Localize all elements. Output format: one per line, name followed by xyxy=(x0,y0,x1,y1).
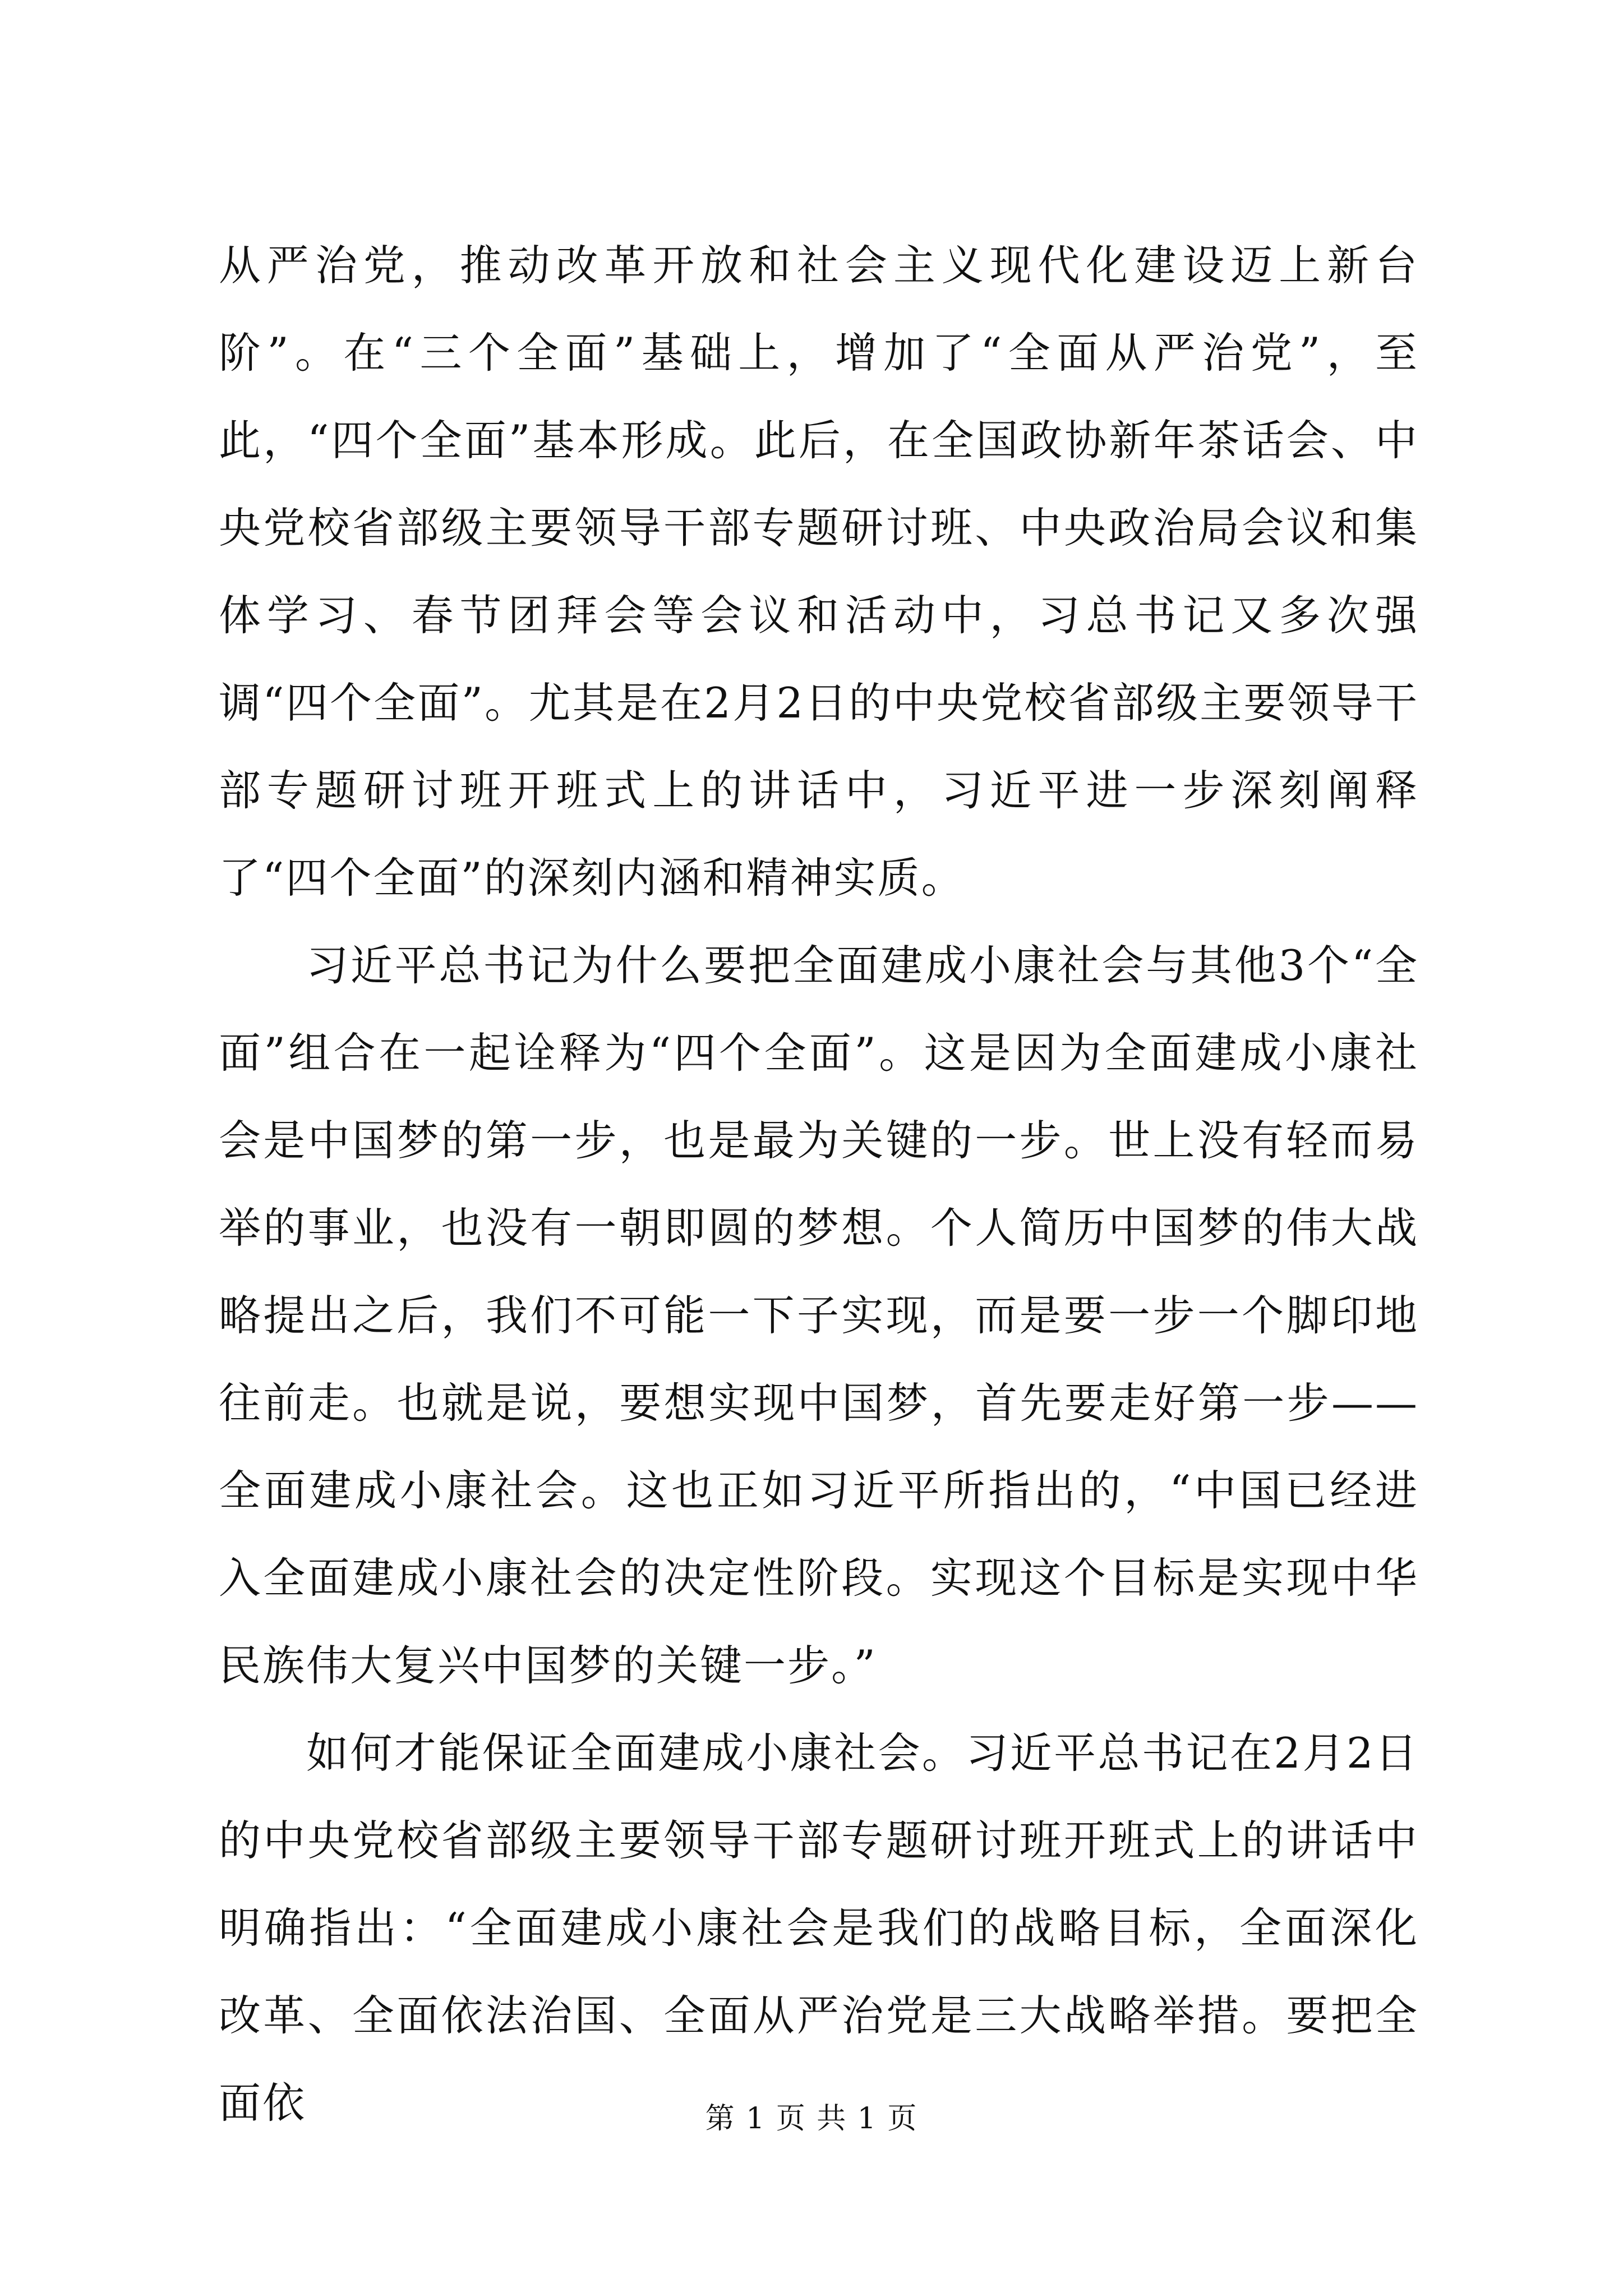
paragraph-1: 从严治党，推动改革开放和社会主义现代化建设迈上新台阶”。在“三个全面”基础上，增加了“全面从严治党”，至此，“四个全面”基本形成。此后，在全国政协新年茶话会、中央党校省部级主要领导干部专题研讨班、中央政治局会议和集体学习、春节团拜会等会议和活动中，习总书记又多次强调“四个全面”。尤其是在2月2日的中央党校省部级主要领导干部专题研讨班开班式上的讲话中，习近平进一步深刻阐释了“四个全面”的深刻内涵和精神实质。 xyxy=(219,241,1419,903)
page-number-footer: 第 1 页 共 1 页 xyxy=(705,2102,918,2136)
paragraph-3: 如何才能保证全面建成小康社会。习近平总书记在2月2日的中央党校省部级主要领导干部专题研讨班开班式上的讲话中明确指出：“全面建成小康社会是我们的战略目标，全面深化改革、全面依法治国、全面从严治党是三大战略举措。要把全面依 xyxy=(219,1728,1419,2128)
document-body xyxy=(219,222,1419,2147)
paragraph-2: 习近平总书记为什么要把全面建成小康社会与其他3个“全面”组合在一起诠释为“四个全面”。这是因为全面建成小康社会是中国梦的第一步，也是最为关键的一步。世上没有轻而易举的事业，也没有一朝即圆的梦想。个人简历中国梦的伟大战略提出之后，我们不可能一下子实现，而是要一步一个脚印地往前走。也就是说，要想实现中国梦，首先要走好第一步——全面建成小康社会。这也正如习近平所指出的，“中国已经进入全面建成小康社会的决定性阶段。实现这个目标是实现中华民族伟大复兴中国梦的关键一步。” xyxy=(219,941,1419,1690)
